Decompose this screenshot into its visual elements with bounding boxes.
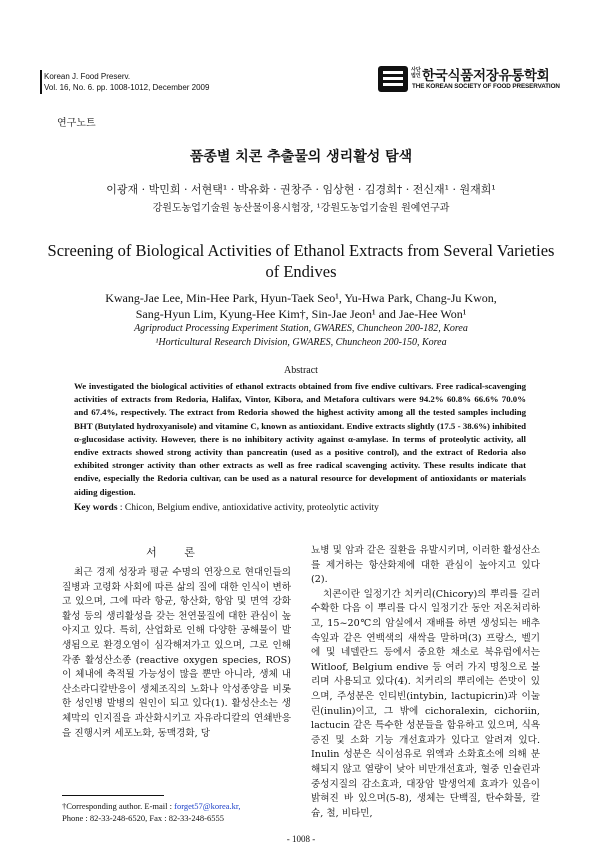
keywords-text: : Chicon, Belgium endive, antioxidative activity, proteolytic activity bbox=[119, 503, 379, 513]
authors-english-line2: Sang-Hyun Lim, Kyung-Hee Kim†, Sin-Jae Jeon¹ and Jae-Hee Won¹ bbox=[135, 307, 467, 321]
keywords bbox=[74, 503, 526, 513]
society-logo bbox=[378, 64, 563, 94]
journal-name: Korean J. Food Preserv. bbox=[44, 72, 131, 81]
society-name-ko: 한국식품저장유통학회 bbox=[422, 68, 550, 84]
journal-volume: Vol. 16, No. 6. pp. 1008-1012, December 2009 bbox=[44, 83, 210, 92]
affiliation-korean: 강원도농업기술원 농산물이용시험장, ¹강원도농업기술원 원예연구과 bbox=[152, 203, 450, 214]
abstract-body: We investigated the biological activities of ethanol extracts obtained from five endive cultivars. Free radical-scavenging activities of extracts from Redoria, Halifax, Vintor, Kibora, and Metafora cultivars were 94.2% 60.8% 66.6% 70.0% and 67.4%, respectively. The extract from Redoria showed the highest activity among all the tested samples including BHT (Butylated hydroxyanisole) and vitamine C, known as antioxidant. Endive extracts slightly (17.5 - 38.6%) inhibited α-glucosidase activity. However, there is no inhibitory activity against α-amylase. In terms of proteolytic activity, all endive extracts showed strong activity than pancreatin (used as a positive control), and the extract of Redoria also exhibited stronger activity than other extracts as well as free radical scavenging activity. These results indicate that endive, especially the Redoria cultivar, can be used as a natural resource for development of antioxidants or materials aiding digestion. bbox=[74, 381, 526, 497]
body-paragraph: 치콘이란 일정기간 치커리(Chicory)의 뿌리를 길러 수확한 다음 이 뿌리를 다시 일정기간 동안 저온처리하고, 15~20℃의 암실에서 재배를 하면 생성되는 배추 속잎과 같은 연백색의 새싹을 말하며(3) 프랑스, 벨기에 및 네델란드 등에서 중요한 채소로 북유럽에서는 Witloof, Belgium endive 등 여러 가지 명칭으로 불리며 사용되고 있다(4). 치커리의 뿌리에는 쓴맛이 있으며, 주성분은 인티빈(intybin, lactupicrin)과 이눌린(inulin)이고, 그 밖에 cichoralexin, cichoriin, lactucin 같은 특수한 성분들을 함유하고 있으며, 식욕 증진 및 소화 기능 개선효과가 있다고 알려져 있다. Inulin 성분은 식이섬유로 위액과 소화효소에 의해 분해되지 않고 열량이 낮아 비만개선효과, 혈중 인슐린과 중성지질의 감소효과, 대장암 발생억제 효과가 있음이 밝혀진 바 있으며(5-8), 생체는 단백질, 탄수화물, 칼슘, 철, 비타민, bbox=[311, 588, 540, 819]
authors-korean: 이광재 · 박민희 · 서현택¹ · 박유화 · 권창주 · 임상현 · 김경희† · 전신재¹ · 원재희¹ bbox=[106, 183, 496, 196]
authors-english bbox=[40, 290, 562, 322]
authors-english-line1: Kwang-Jae Lee, Min-Hee Park, Hyun-Taek Seo¹, Yu-Hwa Park, Chang-Ju Kwon, bbox=[105, 291, 497, 305]
article-type: 연구노트 bbox=[57, 118, 96, 129]
body-column-right bbox=[311, 544, 540, 821]
abstract-heading: Abstract bbox=[284, 365, 318, 376]
page-number: - 1008 - bbox=[286, 834, 316, 844]
footnote-line1 bbox=[62, 800, 302, 812]
keywords-label: Key words bbox=[74, 503, 118, 513]
journal-info bbox=[44, 71, 209, 93]
society-name-en: THE KOREAN SOCIETY OF FOOD PRESERVATION bbox=[412, 83, 560, 90]
society-emblem-icon bbox=[378, 66, 408, 92]
society-badge-text: 사단법인 bbox=[411, 67, 421, 79]
body-column-left bbox=[62, 566, 291, 741]
journal-info-rule bbox=[40, 70, 42, 94]
body-paragraph: 뇨병 및 암과 같은 질환을 유발시키며, 이러한 활성산소를 제거하는 항산화제에 대한 관심이 높아지고 있다(2). bbox=[311, 545, 540, 586]
affiliation-english-line2: ¹Horticultural Research Division, GWARES, Chuncheon 200-150, Korea bbox=[155, 337, 447, 348]
affiliation-english bbox=[40, 322, 562, 350]
title-korean: 품종별 치콘 추출물의 생리활성 탐색 bbox=[189, 149, 413, 165]
affiliation-english-line1: Agriproduct Processing Experiment Station, GWARES, Chuncheon 200-182, Korea bbox=[134, 323, 468, 334]
footnote-contact: Phone : 82-33-248-6520, Fax : 82-33-248-6555 bbox=[62, 813, 224, 823]
footnote-corresponding-author bbox=[62, 800, 302, 824]
title-english: Screening of Biological Activities of Ethanol Extracts from Several Varieties of Endives bbox=[47, 241, 555, 281]
footnote-prefix: †Corresponding author. E-mail : bbox=[62, 801, 175, 811]
author-email-link[interactable]: forget57@korea.kr, bbox=[174, 801, 241, 811]
body-paragraph: 최근 경제 성장과 평균 수명의 연장으로 현대인들의 질병과 고령화 사회에 따른 삶의 질에 대한 인식이 변하고 있으며, 그에 따라 항균, 항산화, 항암 및 면역 강화 활성 등의 생리활성을 갖는 천연물질에 대한 관심이 높아지고 있다. 특히, 산업화로 인해 다양한 공해물이 발생됨으로 환경오염이 심각해져가고 있으며, 그로 인해 각종 활성산소종 (reactive oxygen species, ROS)이 체내에 축적될 가능성이 많을 뿐만 아니라, 생체 내 산소라디칼반응이 생체조직의 노화나 악성종양을 비롯한 성인병 발병의 원인이 되고 있다(1). 활성산소는 생체막의 인지질을 과산화시키고 자유라디칼의 연쇄반응을 진행시켜 세포노화, 동맥경화, 당 bbox=[62, 567, 291, 739]
section-heading-introduction: 서 론 bbox=[146, 546, 207, 559]
footnote-rule bbox=[62, 795, 164, 796]
